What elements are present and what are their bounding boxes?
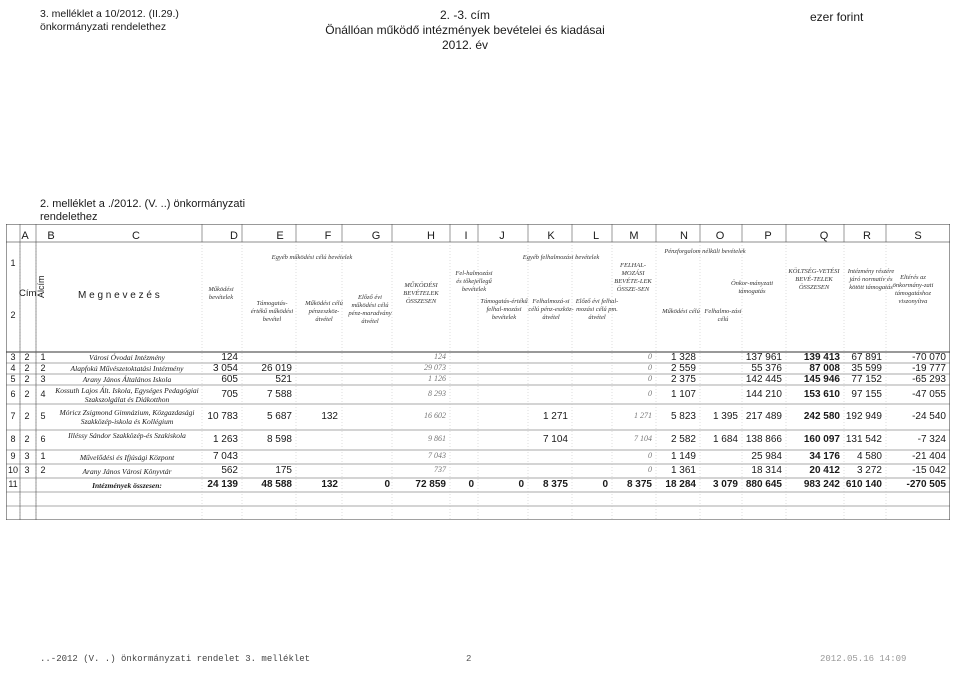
cell-r: 610 140 <box>845 479 882 490</box>
row-name: Alapfokú Művészetoktatási Intézmény <box>70 364 184 373</box>
header-center-line2: Önállóan működő intézmények bevételei és kiadásai <box>325 23 605 37</box>
head-j: Támogatás-értékű felhal-mozási bevételek <box>480 298 528 321</box>
column-letter-e: E <box>276 230 284 242</box>
column-letter-f: F <box>324 230 332 242</box>
cell-p: 55 376 <box>751 362 782 374</box>
cell-k: 7 104 <box>542 434 568 445</box>
cell-q: 139 413 <box>803 351 840 363</box>
cell-p: 18 314 <box>751 465 782 476</box>
footer-timestamp: 2012.05.16 14:09 <box>820 654 907 664</box>
head-alcim: Alcím <box>36 275 46 298</box>
cell-h: 8 293 <box>428 388 446 398</box>
cell-e: 8 598 <box>266 434 292 445</box>
column-letter-i: I <box>464 230 468 242</box>
row-cim: 2 <box>24 373 30 384</box>
row-name: Arany János Városi Könyvtár <box>82 466 172 476</box>
cell-h: 124 <box>434 351 446 361</box>
cell-d: 3 054 <box>212 362 238 374</box>
cell-p: 138 866 <box>745 434 782 445</box>
cell-h: 7 043 <box>428 451 446 460</box>
cell-o: 1 684 <box>712 434 738 445</box>
head-k: Felhalmozá-si célú pénz-eszköz-átvétel <box>528 298 574 321</box>
head-o: Felhalmo-zási célú <box>704 308 742 323</box>
header-center <box>300 8 630 53</box>
row-cim: 2 <box>24 351 30 362</box>
cell-h: 737 <box>434 465 446 474</box>
row-name: Művelődési és Ifjúsági Központ <box>79 452 175 462</box>
cell-l: 0 <box>602 479 608 490</box>
row-alcim: 3 <box>40 373 46 384</box>
column-letter-j: J <box>499 230 505 242</box>
cell-q: 145 946 <box>803 373 840 385</box>
cell-q: 160 097 <box>803 434 840 445</box>
head-i: Fel-halmozási és tőkejellegű bevételek <box>455 270 493 293</box>
row-number-1: 1 <box>10 258 16 268</box>
cell-r: 3 272 <box>856 465 882 476</box>
head-h: MŰKÖDÉSI BEVÉTELEK ÖSSZESEN <box>403 282 439 305</box>
cell-h: 29 073 <box>424 362 446 372</box>
row-cim: 2 <box>24 362 30 373</box>
cell-q: 20 412 <box>809 465 840 476</box>
cell-s: -70 070 <box>912 351 946 363</box>
column-letter-q: Q <box>819 230 829 242</box>
cell-d: 605 <box>221 373 238 385</box>
column-letter-r: R <box>863 230 871 242</box>
cell-p: 144 210 <box>745 388 782 400</box>
column-letter-h: H <box>427 230 435 242</box>
row-name: Illéssy Sándor Szakközép-és Szakiskola <box>68 431 186 440</box>
row-number: 3 <box>10 351 16 362</box>
cell-i: 0 <box>468 479 474 490</box>
cell-s: -19 777 <box>912 362 946 374</box>
row-cim: 3 <box>24 451 30 461</box>
cell-d: 7 043 <box>212 451 238 462</box>
header-left-line1: 3. melléklet a 10/2012. (II.29.) <box>40 8 179 20</box>
cell-n: 1 107 <box>670 388 696 400</box>
column-letter-m: M <box>629 230 639 242</box>
spreadsheet <box>6 224 950 520</box>
head-efg-group: Egyéb működési célú bevételek <box>271 254 353 261</box>
row-name: Móricz Zsigmond Gimnázium, Közgazdasági Szakközép-iskola és Kollégium <box>59 408 195 426</box>
cell-d: 24 139 <box>207 479 238 490</box>
head-q: KÖLTSÉG-VETÉSI BEVÉ-TELEK ÖSSZESEN <box>788 268 840 291</box>
subheader <box>40 198 245 224</box>
cell-q: 983 242 <box>803 479 840 490</box>
cell-h: 1 126 <box>428 373 446 383</box>
row-number: 4 <box>10 362 16 373</box>
cell-f: 132 <box>321 479 338 490</box>
cell-m: 0 <box>648 451 652 460</box>
cell-r: 67 891 <box>851 351 882 363</box>
cell-r: 131 542 <box>845 434 882 445</box>
cell-r: 192 949 <box>845 411 882 422</box>
column-letter-l: L <box>592 230 600 242</box>
row-alcim: 4 <box>40 388 46 399</box>
cell-m: 0 <box>648 388 652 398</box>
cell-e: 26 019 <box>261 362 292 374</box>
row-cim: 3 <box>24 465 30 475</box>
row-name: Intézmények összesen: <box>92 480 162 490</box>
cell-s: -21 404 <box>912 451 946 462</box>
cell-g: 0 <box>384 479 390 490</box>
cell-m: 8 375 <box>626 479 652 490</box>
header-center-line1: 2. -3. cím <box>439 8 490 22</box>
cell-k: 8 375 <box>542 479 568 490</box>
cell-n: 1 361 <box>670 465 696 476</box>
row-cim: 2 <box>24 388 30 399</box>
row-number: 7 <box>10 411 16 421</box>
cell-f: 132 <box>321 411 338 422</box>
cell-m: 0 <box>648 373 652 383</box>
row-number: 11 <box>8 479 18 489</box>
cell-h: 72 859 <box>415 479 446 490</box>
cell-n: 2 582 <box>670 434 696 445</box>
header-left-line2: önkormányzati rendelethez <box>40 21 167 33</box>
cell-m: 0 <box>648 362 652 372</box>
row-number-2: 2 <box>10 310 16 320</box>
row-alcim: 2 <box>40 465 46 475</box>
cell-p: 142 445 <box>745 373 782 385</box>
cell-s: -270 505 <box>906 479 946 490</box>
head-p: Önkor-mányzati támogatás <box>730 280 774 295</box>
subheader-line2: rendelethez <box>40 211 98 223</box>
row-alcim: 1 <box>40 351 46 362</box>
cell-h: 16 602 <box>424 411 446 420</box>
cell-q: 87 008 <box>809 362 840 374</box>
cell-m: 7 104 <box>634 434 652 443</box>
row-number: 6 <box>10 388 16 399</box>
cell-e: 521 <box>275 373 292 385</box>
row-name: Városi Óvodai Intézmény <box>89 353 165 362</box>
header-center-line3: 2012. év <box>441 38 489 52</box>
column-letter-k: K <box>547 230 555 242</box>
cell-s: -7 324 <box>917 434 946 445</box>
head-m: FELHAL-MOZÁSI BEVÉTE-LEK ÖSSZE-SEN <box>614 262 652 293</box>
footer-page: 2 <box>466 654 472 664</box>
column-letter-d: D <box>230 230 238 242</box>
cell-k: 1 271 <box>542 411 568 422</box>
cell-r: 77 152 <box>851 373 882 385</box>
head-g: Előző évi működési célú pénz-maradvány átvétel <box>348 294 392 325</box>
cell-s: -15 042 <box>912 465 946 476</box>
column-letter-a: A <box>21 230 29 242</box>
head-n: Működési célú <box>662 308 700 315</box>
column-letter-s: S <box>914 230 922 242</box>
row-number: 9 <box>10 451 16 461</box>
cell-d: 705 <box>221 388 238 400</box>
cell-q: 153 610 <box>803 388 840 400</box>
cell-e: 5 687 <box>266 411 292 422</box>
header-left <box>40 8 179 34</box>
subheader-line1: 2. melléklet a ./2012. (V. ..) önkormányzati <box>40 198 246 210</box>
row-number: 8 <box>10 434 16 444</box>
row-alcim: 2 <box>40 362 46 373</box>
cell-d: 124 <box>221 351 238 363</box>
cell-r: 35 599 <box>851 362 882 374</box>
row-alcim: 5 <box>40 411 46 421</box>
cell-q: 242 580 <box>803 411 840 422</box>
column-letter-b: B <box>47 230 55 242</box>
cell-e: 7 588 <box>266 388 292 400</box>
cell-d: 562 <box>221 465 238 476</box>
cell-m: 0 <box>648 351 652 361</box>
cell-e: 175 <box>275 465 292 476</box>
cell-p: 137 961 <box>745 351 782 363</box>
cell-r: 97 155 <box>851 388 882 400</box>
cell-p: 880 645 <box>745 479 782 490</box>
head-jkl-group: Egyéb felhalmozási bevételek <box>522 254 600 261</box>
head-l: Előző évi felhal-mozási célú pm. átvétel <box>575 298 619 321</box>
cell-s: -47 055 <box>912 388 946 400</box>
cell-n: 5 823 <box>670 411 696 422</box>
column-letter-n: N <box>680 230 688 242</box>
cell-m: 1 271 <box>634 411 652 420</box>
head-megnevezes: M e g n e v e z é s <box>78 290 160 301</box>
head-cim: Cím <box>19 288 37 299</box>
head-s: Eltérés az önkormány-zati támogatáshoz viszonyítva <box>892 274 934 305</box>
column-letter-o: O <box>715 230 725 242</box>
head-no-group: Pénzforgalom nélküli bevételek <box>664 248 746 255</box>
unit-label: ezer forint <box>810 10 864 24</box>
cell-o: 3 079 <box>712 479 738 490</box>
cell-d: 10 783 <box>207 411 238 422</box>
cell-j: 0 <box>518 479 524 490</box>
cell-n: 2 375 <box>670 373 696 385</box>
row-cim: 2 <box>24 434 30 444</box>
row-number: 5 <box>10 373 16 384</box>
cell-m: 0 <box>648 465 652 474</box>
cell-s: -65 293 <box>912 373 946 385</box>
cell-n: 1 328 <box>670 351 696 363</box>
head-f: Működési célú pénzeszköz-átvétel <box>305 300 343 323</box>
cell-d: 1 263 <box>212 434 238 445</box>
cell-p: 25 984 <box>751 451 782 462</box>
row-alcim: 1 <box>40 451 46 461</box>
column-letter-c: C <box>132 230 140 242</box>
cell-q: 34 176 <box>809 451 840 462</box>
cell-p: 217 489 <box>745 411 782 422</box>
cell-r: 4 580 <box>856 451 882 462</box>
column-letter-p: P <box>764 230 772 242</box>
column-letter-g: G <box>371 230 381 242</box>
row-name: Kossuth Lajos Ált. Iskola, Egységes Pedagógiai Szakszolgálat és Diákotthon <box>55 385 199 404</box>
head-e: Támogatás-értékű működési bevétel <box>250 300 294 323</box>
row-alcim: 6 <box>40 434 46 444</box>
cell-e: 48 588 <box>261 479 292 490</box>
row-number: 10 <box>7 465 18 475</box>
footer-left: ..-2012 (V. .) önkormányzati rendelet 3. melléklet <box>40 654 311 664</box>
cell-n: 1 149 <box>670 451 696 462</box>
head-r: Intézmény részére járó normatív és kötött támogatás <box>847 268 895 291</box>
cell-n: 18 284 <box>665 479 696 490</box>
cell-o: 1 395 <box>712 411 738 422</box>
head-d: Működési bevételek <box>208 286 234 301</box>
cell-n: 2 559 <box>670 362 696 374</box>
cell-h: 9 861 <box>428 434 446 443</box>
row-cim: 2 <box>24 411 30 421</box>
row-name: Arany János Általános Iskola <box>82 375 172 384</box>
cell-s: -24 540 <box>912 411 946 422</box>
